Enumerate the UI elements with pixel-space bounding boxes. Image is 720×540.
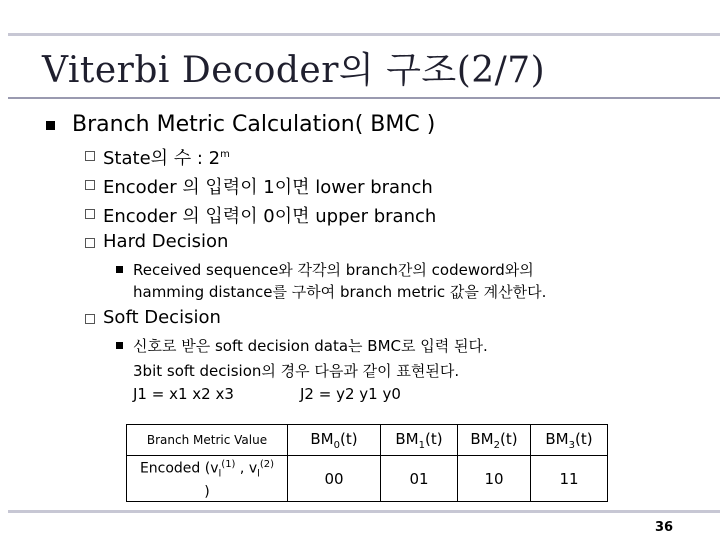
top-rule bbox=[8, 33, 720, 36]
hollow-square-bullet-icon bbox=[85, 238, 95, 248]
table-header-bm3: $BM_3(t)$ bbox=[531, 425, 608, 456]
hard-decision-desc-line1: Received sequence와 각각의 branch간의 codeword와의 bbox=[133, 261, 534, 279]
table-cell-bm3: 11 bbox=[531, 456, 608, 502]
small-square-bullet-icon bbox=[116, 266, 123, 273]
table-cell-bm1: 01 bbox=[381, 456, 458, 502]
bullet-input-zero: Encoder 의 입력이 0이면 upper branch bbox=[103, 206, 437, 227]
bullet-hard-decision: Hard Decision bbox=[103, 231, 229, 252]
hollow-square-bullet-icon bbox=[85, 151, 95, 161]
table-header-bm0: $BM_0(t)$ bbox=[288, 425, 381, 456]
title-underline bbox=[8, 97, 720, 99]
table-header-bm1: $BM_1(t)$ bbox=[381, 425, 458, 456]
small-square-bullet-icon bbox=[116, 342, 123, 349]
table-header-row bbox=[127, 425, 608, 456]
table-header-bm2: $BM_2(t)$ bbox=[458, 425, 531, 456]
table-header-label: Branch Metric Value bbox=[127, 425, 288, 456]
soft-decision-desc-line2: 3bit soft decision의 경우 다음과 같이 표현된다. bbox=[133, 362, 460, 380]
page-number: 36 bbox=[655, 520, 674, 535]
branch-metric-table bbox=[126, 424, 608, 502]
table-cell-bm2: 10 bbox=[458, 456, 531, 502]
j1-expression: J1 = x1 x2 x3 bbox=[133, 385, 234, 403]
bottom-rule bbox=[8, 510, 720, 513]
bullet-soft-decision: Soft Decision bbox=[103, 307, 221, 328]
table-cell-bm0: 00 bbox=[288, 456, 381, 502]
bullet-state-count: State의 수 : 2$^m$ bbox=[103, 148, 230, 169]
hollow-square-bullet-icon bbox=[85, 314, 95, 324]
soft-decision-desc-line1: 신호로 받은 soft decision data는 BMC로 입력 된다. bbox=[133, 337, 488, 355]
table-row-label: Encoded ($v_l^{(1)}$ , $v_l^{(2)}$ ) bbox=[127, 456, 288, 502]
j2-expression: J2 = y2 y1 y0 bbox=[300, 385, 401, 403]
bullet-square-icon bbox=[46, 121, 55, 130]
hollow-square-bullet-icon bbox=[85, 180, 95, 190]
slide-title: Viterbi Decoder의 구조(2/7) bbox=[42, 50, 546, 91]
section-heading: Branch Metric Calculation( BMC ) bbox=[72, 112, 436, 137]
bullet-input-one: Encoder 의 입력이 1이면 lower branch bbox=[103, 177, 433, 198]
table-row bbox=[127, 456, 608, 502]
hard-decision-desc-line2: hamming distance를 구하여 branch metric 값을 계산한다. bbox=[133, 283, 547, 301]
hollow-square-bullet-icon bbox=[85, 209, 95, 219]
